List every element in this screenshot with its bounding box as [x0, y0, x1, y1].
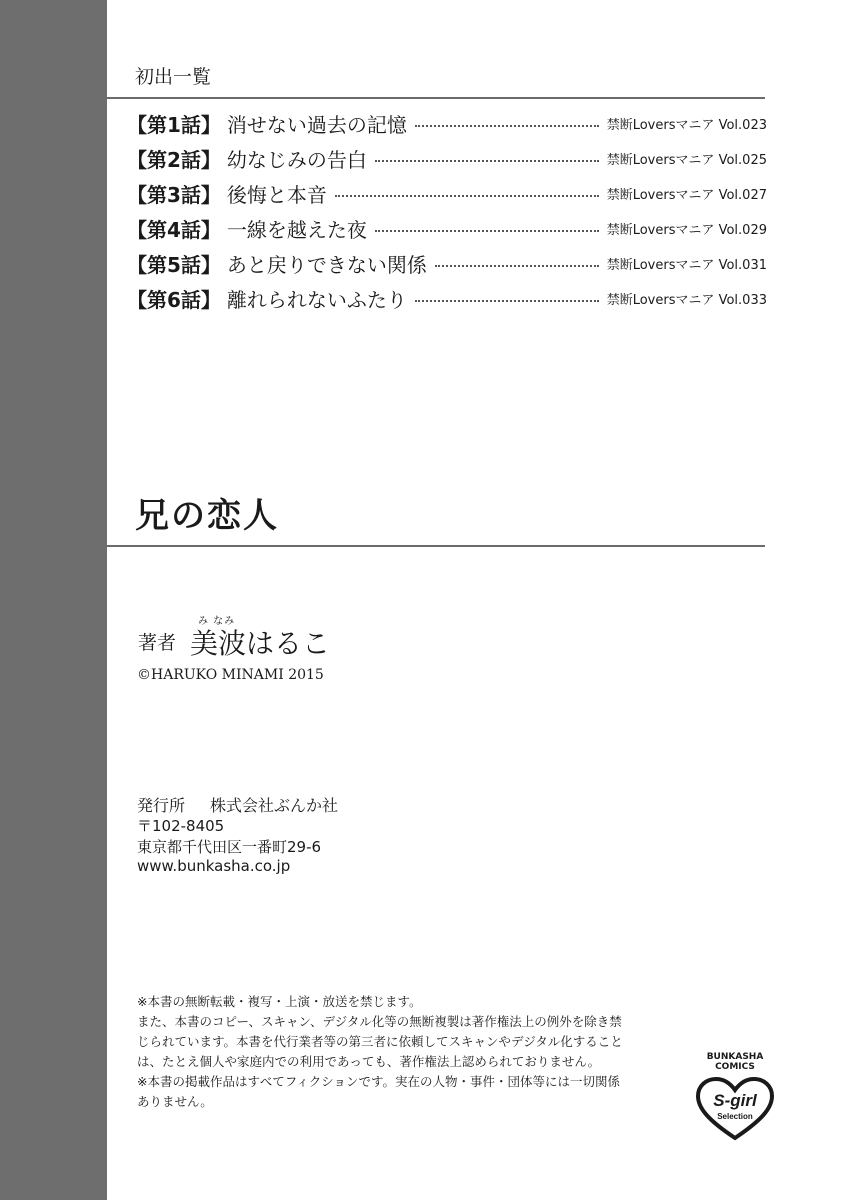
- author-ruby: み なみ: [198, 616, 236, 627]
- notice-line: ※本書の無断転載・複写・上演・放送を禁じます。: [137, 994, 422, 1009]
- logo-line-2: COMICS: [715, 1062, 755, 1072]
- toc-source: 禁断Loversマニア Vol.029: [606, 222, 767, 238]
- toc-dot-leader: [415, 125, 599, 127]
- left-margin-bar: [0, 0, 107, 1200]
- publisher-name: 株式会社ぶんか社: [210, 796, 339, 815]
- notice-line: また、本書のコピー、スキャン、デジタル化等の無断複製は著作権法上の例外を除き禁: [137, 1014, 622, 1029]
- toc-episode-number: 【第4話】: [127, 217, 221, 242]
- toc-source: 禁断Loversマニア Vol.023: [606, 117, 767, 133]
- title-divider: [107, 545, 765, 547]
- author-label: 著者: [138, 632, 177, 654]
- toc-episode-number: 【第3話】: [127, 182, 221, 207]
- section-title: 初出一覧: [135, 66, 212, 88]
- toc-dot-leader: [375, 160, 599, 162]
- toc-dot-leader: [335, 195, 599, 197]
- toc-source: 禁断Loversマニア Vol.025: [606, 152, 767, 168]
- publisher-label: 発行所: [137, 796, 186, 815]
- toc-episode-title: 幼なじみの告白: [226, 147, 367, 172]
- toc-episode-number: 【第5話】: [127, 252, 221, 277]
- toc-row: [127, 213, 767, 243]
- toc-episode-number: 【第6話】: [127, 287, 221, 312]
- publisher-postal-code: 〒102-8405: [137, 817, 225, 835]
- toc-row: [127, 143, 767, 173]
- toc-episode-number: 【第1話】: [127, 112, 221, 137]
- toc-episode-title: 離れられないふたり: [226, 287, 407, 312]
- logo-sub: Selection: [717, 1112, 753, 1121]
- author-name: 美波はるこ: [190, 627, 331, 660]
- heart-logo-icon: [690, 1074, 780, 1144]
- toc-episode-title: 消せない過去の記憶: [226, 112, 407, 137]
- toc-episode-title: 一線を越えた夜: [226, 217, 367, 242]
- publisher-address: 東京都千代田区一番町29-6: [137, 838, 322, 856]
- toc-row: [127, 108, 767, 138]
- toc-dot-leader: [375, 230, 599, 232]
- toc-dot-leader: [435, 265, 599, 267]
- toc-episode-title: あと戻りできない関係: [226, 252, 427, 277]
- publisher-url: www.bunkasha.co.jp: [137, 857, 291, 875]
- logo-mark: S-girl: [713, 1091, 757, 1110]
- notice-line: ※本書の掲載作品はすべてフィクションです。実在の人物・事件・団体等には一切関係: [137, 1074, 620, 1089]
- notice-line: じられています。本書を代行業者等の第三者に依頼してスキャンやデジタル化すること: [137, 1034, 623, 1049]
- toc-dot-leader: [415, 300, 599, 302]
- toc-row: [127, 248, 767, 278]
- publisher-logo: [690, 1030, 780, 1140]
- notice-line: は、たとえ個人や家庭内での利用であっても、著作権法上認められておりません。: [137, 1054, 601, 1069]
- toc-source: 禁断Loversマニア Vol.031: [606, 257, 767, 273]
- notice-line: ありません。: [137, 1094, 213, 1109]
- toc-source: 禁断Loversマニア Vol.027: [606, 187, 767, 203]
- copyright-notice: ©HARUKO MINAMI 2015: [137, 667, 324, 683]
- logo-line-1: BUNKASHA: [706, 1052, 764, 1062]
- toc-source: 禁断Loversマニア Vol.033: [606, 292, 767, 308]
- book-title: 兄の恋人: [135, 496, 279, 536]
- toc-episode-number: 【第2話】: [127, 147, 221, 172]
- toc-row: [127, 283, 767, 313]
- top-divider: [107, 97, 765, 99]
- toc-row: [127, 178, 767, 208]
- toc-episode-title: 後悔と本音: [226, 182, 327, 207]
